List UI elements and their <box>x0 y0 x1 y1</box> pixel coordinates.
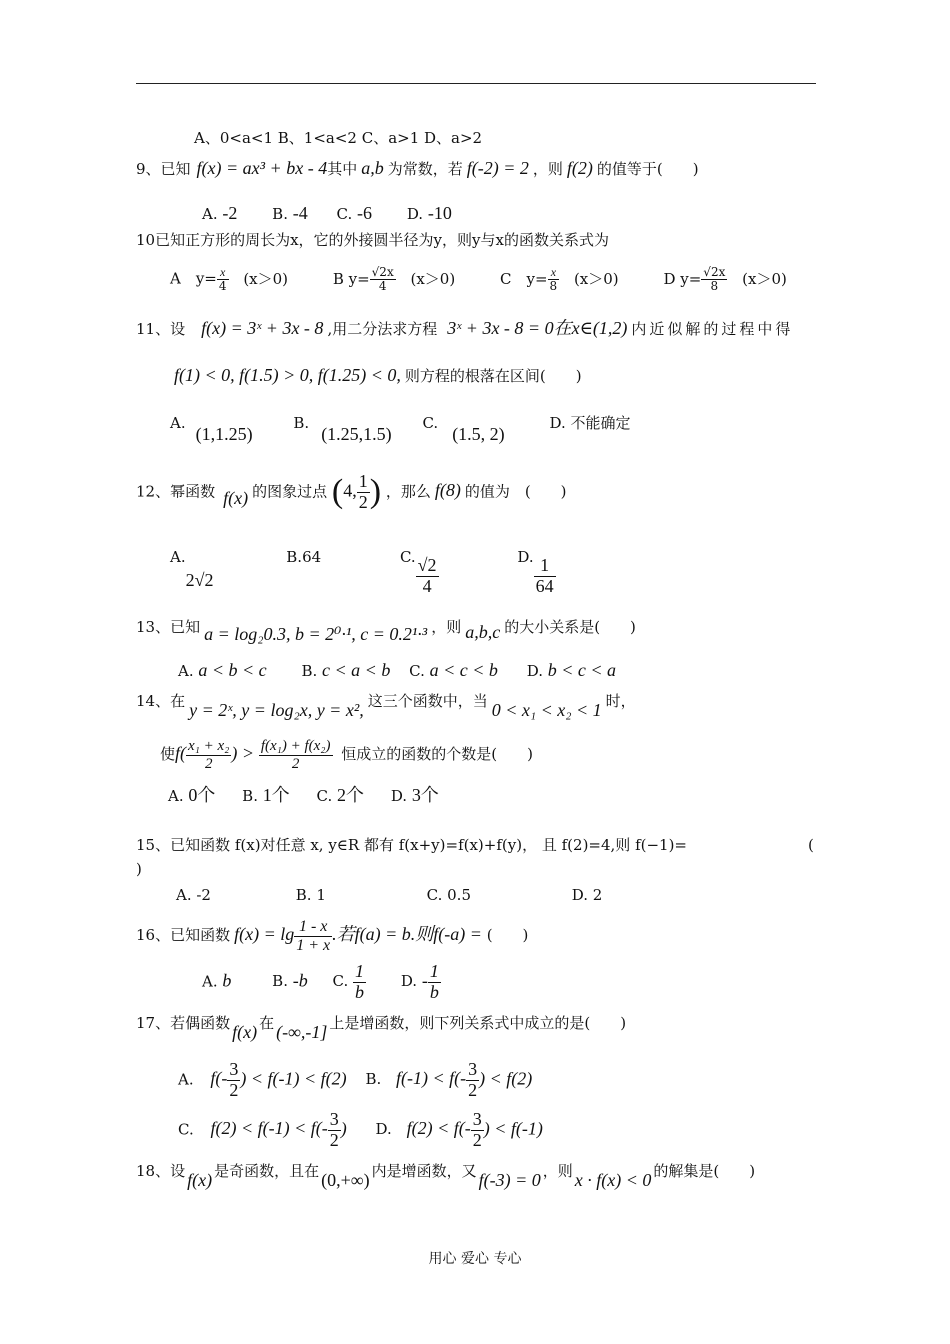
q15-options: A. -2 B. 1 C. 0.5 D. 2 <box>176 886 603 904</box>
q16-options: A. b B. -b C. $\frac{1}{b}$ D. - $\frac{1}{b}$ <box>202 961 439 1002</box>
q10-stem: 10已知正方形的周长为x，它的外接圆半径为y，则y与x的函数关系式为 <box>136 231 609 249</box>
q11-options: A.(1,1.25) B.(1.25,1.5) C.(1.5, 2) D. 不能确定 <box>170 414 631 444</box>
q17-stem: 17、若偶函数 f(x) 在 (-∞,-1] 上是增函数，则下列关系式中成立的是( ) <box>136 1014 627 1042</box>
page-footer: 用心 爱心 专心 <box>428 1251 522 1267</box>
q16-stem: 16、已知函数 f(x) = lg $\frac{1 - x}{1 + x}$ .若f(a) = b.则f(-a) = ( ) <box>136 918 529 954</box>
q15-paren-close: ) <box>136 860 142 878</box>
q17-options-cd: C. f(2) < f(-1) < f(- $\frac{3}{2}$ ) D. f(2) < f(- $\frac{3}{2}$ ) < f(-1) <box>178 1109 543 1150</box>
q10-options: A y= $\frac{x}{4}$ (x＞0) B y= $\frac{√2x}{4}$ (x＞0) C y= $\frac{x}{8}$ (x＞0) D y= $\frac{√2x}{8}$ (x＞0) <box>170 265 787 294</box>
q14-stem: 14、在 y = 2ˣ, y = log₂x, y = x², 这三个函数中，当 0 < x₁ < x₂ < 1 时， <box>136 692 636 720</box>
q14-condition: 使f( $\frac{\text{x₁ + x₂}}{2}$ ) > $\frac{\text{f(x₁) + f(x₂)}}{2}$ 恒成立的函数的个数是( ) <box>160 738 533 772</box>
q15-paren-open: ( <box>808 836 814 854</box>
q9-options: A. -2 B. -4 C. -6 D. -10 <box>202 203 452 223</box>
q13-options: A. a < b < c B. c < a < b C. a < c < b D. b < c < a <box>178 660 617 680</box>
q12-options: A.2√2 B.64 C. $\frac{√2}{4}$ D. $\frac{1}{64}$ <box>170 548 554 596</box>
q12-stem: 12、幂函数 f(x) 的图象过点 (4, $\frac{1}{2}$ ) ，那么 f(8) 的值为 ( ) <box>136 471 567 512</box>
q18-stem: 18、设 f(x) 是奇函数，且在 (0,+∞) 内是增函数，又 f(-3) = 0 ，则 x · f(x) < 0 的解集是( ) <box>136 1162 756 1190</box>
q9-stem: 9、已知 f(x) = ax³ + bx - 4其中 a,b 为常数，若 f(-2) = 2 ，则 f(2) 的值等于( ) <box>136 158 699 178</box>
q8-options: A、0<a<1 B、1<a<2 C、a>1 D、a>2 <box>194 129 483 147</box>
q11-stem: 11、设 f(x) = 3ˣ + 3x - 8 ,用二分法求方程 3ˣ + 3x - 8 = 0在x∈(1,2) 内近似解的过程中得 <box>136 318 794 338</box>
q15-stem: 15、已知函数 f(x)对任意 x, y∈R 都有 f(x+y)=f(x)+f(y)， 且 f(2)=4,则 f(−1)= <box>136 836 688 854</box>
q17-options-ab: A. f(- $\frac{3}{2}$ ) < f(-1) < f(2) B. f(-1) < f(- $\frac{3}{2}$ ) < f(2) <box>178 1059 533 1100</box>
header-rule <box>136 83 816 84</box>
q13-stem: 13、已知 a = log₂0.3, b = 2⁰·¹, c = 0.2¹·³ ，则 a,b,c 的大小关系是( ) <box>136 618 636 644</box>
q11-conditions: f(1) < 0, f(1.5) > 0, f(1.25) < 0, 则方程的根落在区间( ) <box>174 365 582 385</box>
q14-options: A. 0个 B. 1个 C. 2个 D. 3个 <box>168 785 439 805</box>
